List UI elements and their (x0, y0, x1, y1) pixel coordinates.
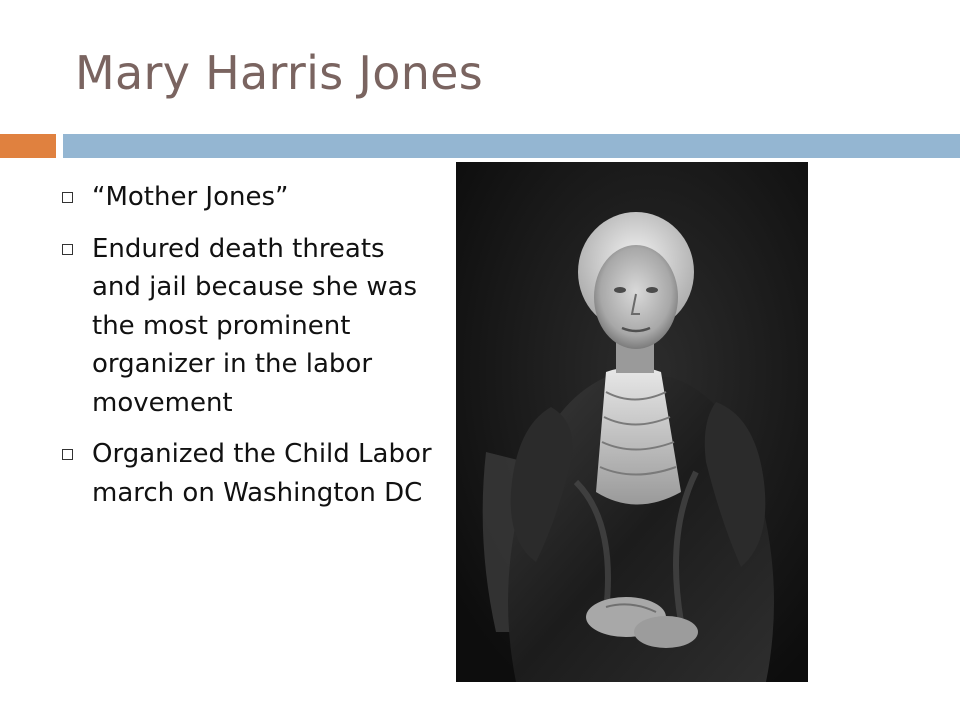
bullet-text: Endured death threats and jail because she was the most prominent organizer in the labor movement (92, 233, 418, 418)
bullet-list (62, 178, 432, 525)
square-bullet-icon (62, 244, 73, 255)
bullet-item (62, 435, 432, 512)
bullet-text: “Mother Jones” (92, 182, 289, 212)
title-rule-bar-blue (63, 134, 960, 158)
bullet-item (62, 178, 432, 217)
bullet-item (62, 230, 432, 423)
portrait-photo-art (456, 162, 808, 682)
square-bullet-icon (62, 192, 73, 203)
square-bullet-icon (62, 449, 73, 460)
portrait-photo (456, 162, 808, 682)
slide-title: Mary Harris Jones (75, 46, 484, 100)
title-accent-bar-orange (0, 134, 56, 158)
bullet-text: Organized the Child Labor march on Washington DC (92, 439, 432, 508)
